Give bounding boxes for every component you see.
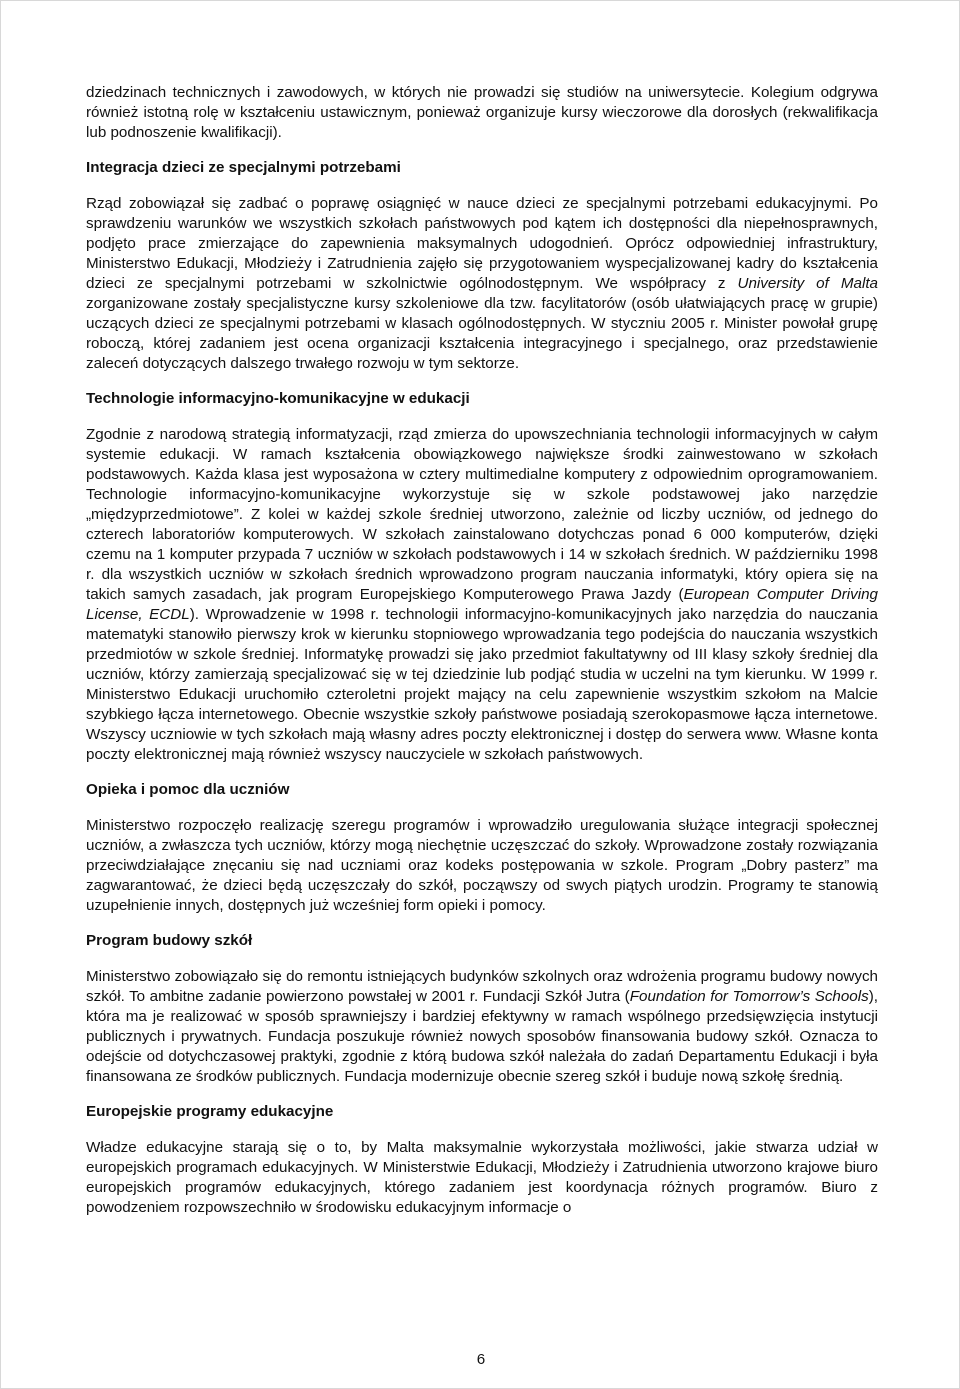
paragraph-text: Zgodnie z narodową strategią informatyzacji, rząd zmierza do upowszechniania technologii informacyjnych w całym systemie edukacji. W ramach kształcenia obowiązkowego największe środki zainwestowano w szkołach podstawowych. Każda klasa jest wyposażona w cztery multimedialne komputery z odpowiednim oprogramowaniem. Technologie informacyjno-komunikacyjne wykorzystuje się w szkole podstawowej jako narzędzie „międzyprzedmiotowe”. Z kolei w każdej szkole średniej utworzono, zależnie od liczby uczniów, od jednego do czterech laboratoriów komputerowych. W szkołach zainstalowano dotychczas ponad 6 000 komputerów, dzięki czemu na 1 komputer przypada 7 uczniów w szkołach podstawowych i 14 w szkołach średnich. W październiku 1998 r. dla wszystkich uczniów w szkołach średnich wprowadzono program nauczania informatyki, który opiera się na takich samych zasadach, jak program Europejskiego Komputerowego Prawa Jazdy ( [86, 426, 878, 603]
paragraph-text: ). Wprowadzenie w 1998 r. technologii informacyjno-komunikacyjnych jako narzędzia do nauczania matematyki stanowiło pierwszy krok w kierunku stopniowego wprowadzania tego podejścia do nauczania wszystkich przedmiotów w szkole średniej. Informatykę prowadzi się jako przedmiot fakultatywny od III klasy szkoły średniej dla uczniów, którzy zamierzają specjalizować się w tej dziedzinie lub podjąć studia w uczelni na tym kierunku. W 1999 r. Ministerstwo Edukacji uruchomiło czteroletni projekt mający na celu zapewnienie wszystkim szkołom na Malcie szybkiego łącza internetowego. Obecnie wszystkie szkoły państwowe posiadają szerokopasmowe łącza internetowe. Wszyscy uczniowie w tych szkołach mają własny adres poczty elektronicznej i dostęp do serwera www. Własne konta poczty elektronicznej mają również wszyscy nauczyciele w szkołach państwowych. [86, 606, 878, 763]
section-paragraph-student-care [86, 816, 878, 916]
paragraph-italic-text: University of Malta [737, 275, 878, 292]
section-heading-ict: Technologie informacyjno-komunikacyjne w edukacji [86, 390, 470, 407]
section-heading-european-programmes: Europejskie programy edukacyjne [86, 1103, 334, 1120]
paragraph-text: zorganizowane zostały specjalistyczne kursy szkoleniowe dla tzw. facylitatorów (osób ułatwiających pracę w grupie) uczących dzieci ze specjalnymi potrzebami w klasach ogólnodostępnych. W styczniu 2005 r. Minister powołał grupę roboczą, której zadaniem jest ocena organizacji kształcenia integracyjnego i specjalnego, oraz przedstawienie zaleceń dotyczących dalszego trwałego rozwoju w tym sektorze. [86, 295, 878, 372]
section-paragraph-school-building [86, 967, 878, 1087]
paragraph-text: Ministerstwo zobowiązało się do remontu istniejących budynków szkolnych oraz wdrożenia programu budowy nowych szkół. To ambitne zadanie powierzono powstałej w 2001 r. Fundacji Szkół Jutra ( [86, 968, 878, 1005]
paragraph-text: Władze edukacyjne starają się o to, by Malta maksymalnie wykorzystała możliwości, jakie stwarza udział w europejskich programach edukacyjnych. W Ministerstwie Edukacji, Młodzieży i Zatrudnienia utworzono krajowe biuro europejskich programów edukacyjnych, którego zadaniem jest koordynacja różnych programów. Biuro z powodzeniem rozpowszechniło w środowisku edukacyjnym informacje o [86, 1139, 878, 1216]
paragraph-italic-text: European Computer Driving License, ECDL [86, 586, 878, 623]
section-heading-student-care: Opieka i pomoc dla uczniów [86, 781, 290, 798]
paragraph-text: Rząd zobowiązał się zadbać o poprawę osiągnięć w nauce dzieci ze specjalnymi potrzebami edukacyjnymi. Po sprawdzeniu warunków we wszystkich szkołach państwowych pod kątem ich dostępności dla niepełnosprawnych, podjęto prace zmierzające do zapewnienia maksymalnych udogodnień. Oprócz odpowiedniej infrastruktury, Ministerstwo Edukacji, Młodzieży i Zatrudnienia zajęło się przygotowaniem wyspecjalizowanej kadry do kształcenia dzieci ze specjalnymi potrzebami w szkolnictwie ogólnodostępnym. We współpracy z [86, 195, 878, 292]
paragraph-italic-text: Foundation for Tomorrow’s Schools [629, 988, 869, 1005]
section-paragraph-integration [86, 194, 878, 374]
paragraph-text: Ministerstwo rozpoczęło realizację szeregu programów i wprowadziło uregulowania służące integracji społecznej uczniów, a zwłaszcza tych uczniów, którzy mogą niechętnie uczęszczać do szkoły. Wprowadzone zostały rozwiązania przeciwdziałające znęcaniu się nad uczniami oraz kodeks postępowania w szkole. Program „Dobry pasterz” ma zagwarantować, że dzieci będą uczęszczały do szkół, począwszy od swych piątych urodzin. Programy te stanowią uzupełnienie innych, dostępnych już wcześniej form opieki i pomocy. [86, 817, 878, 914]
intro-paragraph: dziedzinach technicznych i zawodowych, w których nie prowadzi się studiów na uniwersytecie. Kolegium odgrywa również istotną rolę w kształceniu ustawicznym, ponieważ organizuje kursy wieczorowe dla dorosłych (rekwalifikacja lub podnoszenie kwalifikacji). [86, 84, 878, 141]
section-paragraph-ict [86, 425, 878, 765]
page-number: 6 [476, 1351, 486, 1368]
section-heading-integration: Integracja dzieci ze specjalnymi potrzebami [86, 159, 401, 176]
section-heading-school-building: Program budowy szkół [86, 932, 253, 949]
section-paragraph-european-programmes [86, 1138, 878, 1218]
page-body [86, 83, 878, 1218]
paragraph-text: ), która ma je realizować w sposób sprawniejszy i bardziej efektywny w ramach wspólnego przedsięwzięcia instytucji publicznych i prywatnych. Fundacja poszukuje również nowych sposobów finansowania budowy szkół. Oznacza to odejście od dotychczasowej praktyki, zgodnie z którą budowa szkół należała do zadań Departamentu Edukacji i była finansowana ze środków publicznych. Fundacja modernizuje obecnie szereg szkół i buduje nową szkołę średnią. [86, 988, 879, 1085]
